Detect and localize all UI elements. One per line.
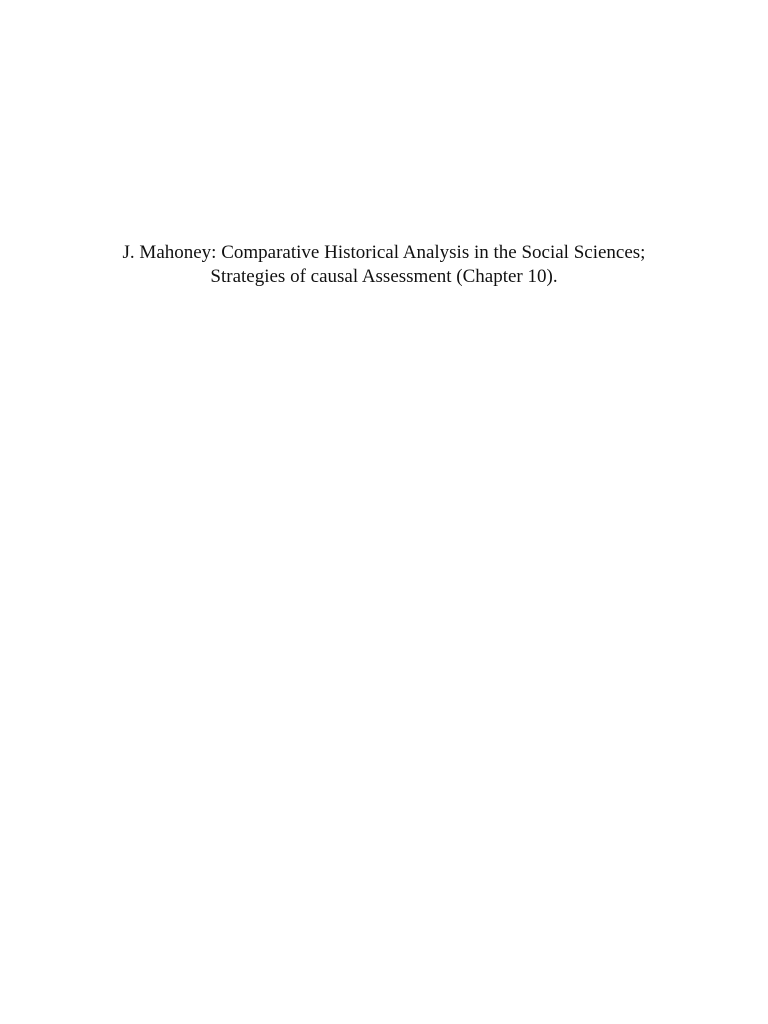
title-line-2: Strategies of causal Assessment (Chapter 10).	[210, 266, 558, 287]
document-title	[0, 241, 768, 289]
title-line-1: J. Mahoney: Comparative Historical Analysis in the Social Sciences;	[122, 242, 646, 263]
